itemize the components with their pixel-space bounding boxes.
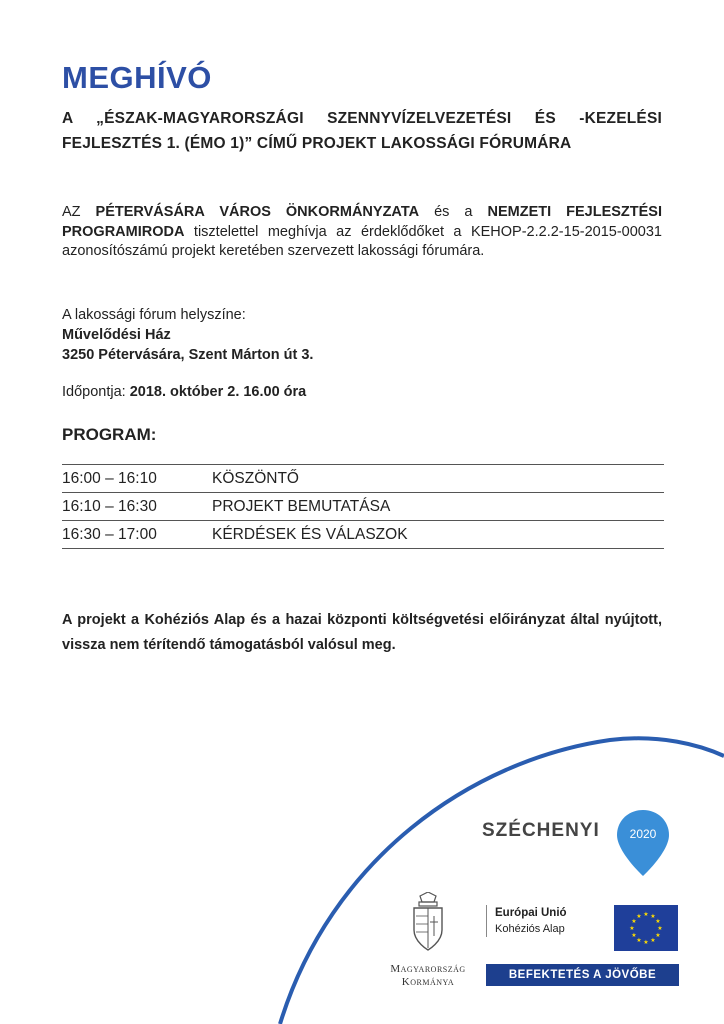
venue-name: Művelődési Ház (62, 327, 171, 343)
svg-text:★: ★ (636, 937, 642, 944)
svg-text:★: ★ (657, 925, 663, 932)
eu-fund: Kohéziós Alap (495, 923, 565, 935)
slogan-banner: BEFEKTETÉS A JÖVŐBE (486, 964, 679, 986)
szechenyi-logo-text: SZÉCHENYI (482, 820, 600, 841)
eu-name: Európai Unió (495, 907, 567, 919)
program-item: KÉRDÉSEK ÉS VÁLASZOK (212, 525, 408, 543)
svg-text:★: ★ (631, 918, 637, 925)
svg-text:★: ★ (629, 925, 635, 932)
svg-text:★: ★ (631, 932, 637, 939)
funding-note: A projekt a Kohéziós Alap és a hazai központi költségvetési előirányzat által nyújtott, vissza nem térítendő támogatásból valósul meg. (62, 612, 662, 653)
venue-label: A lakossági fórum helyszíne: (62, 307, 246, 323)
government-name (378, 963, 478, 989)
organizer-1: PÉTERVÁSÁRA VÁROS ÖNKORMÁNYZATA (95, 204, 420, 220)
svg-text:★: ★ (655, 918, 661, 925)
eu-label (486, 905, 567, 937)
time-value: 2018. október 2. 16.00 óra (129, 384, 307, 400)
program-item: PROJEKT BEMUTATÁSA (212, 497, 391, 515)
svg-text:★: ★ (650, 937, 656, 944)
program-time: 16:10 – 16:30 (62, 497, 157, 515)
event-subtitle: A „ÉSZAK-MAGYARORSZÁGI SZENNYVÍZELVEZETÉSI ÉS -KEZELÉSI FEJLESZTÉS 1. (ÉMO 1)” CÍMŰ PROJEKT LAKOSSÁGI FÓRUMÁRA (62, 110, 662, 152)
szechenyi-year: 2020 (629, 827, 657, 841)
svg-text:★: ★ (636, 913, 642, 920)
organizer-2: NEMZETI FEJLESZTÉSI PROGRAMIRODA (62, 204, 663, 240)
venue-address: 3250 Pétervására, Szent Márton út 3. (62, 347, 314, 363)
svg-text:★: ★ (655, 932, 661, 939)
eu-flag-icon (614, 905, 678, 951)
program-time: 16:00 – 16:10 (62, 469, 157, 487)
coat-of-arms-icon (408, 892, 448, 954)
svg-text:★: ★ (643, 911, 649, 918)
intro-text-3: tisztelettel meghívja az érdeklődőket a KEHOP-2.2.2-15-2015-00031 azonosítószámú projekt keretében szervezett lakossági fórumára. (62, 223, 662, 259)
program-heading: PROGRAM: (62, 425, 157, 444)
page-title: MEGHÍVÓ (62, 60, 212, 95)
intro-text-1: AZ (62, 204, 96, 220)
program-time: 16:30 – 17:00 (62, 525, 157, 543)
government-logo (378, 892, 478, 989)
government-name-line2: Kormánya (401, 976, 455, 988)
program-item: KÖSZÖNTŐ (212, 469, 299, 487)
government-name-line1: Magyarország (390, 963, 466, 975)
time-label: Időpontja: (62, 384, 130, 400)
svg-text:★: ★ (650, 913, 656, 920)
svg-text:★: ★ (643, 939, 649, 946)
szechenyi-pin-icon (615, 808, 671, 878)
intro-text-2: és a (419, 204, 488, 220)
